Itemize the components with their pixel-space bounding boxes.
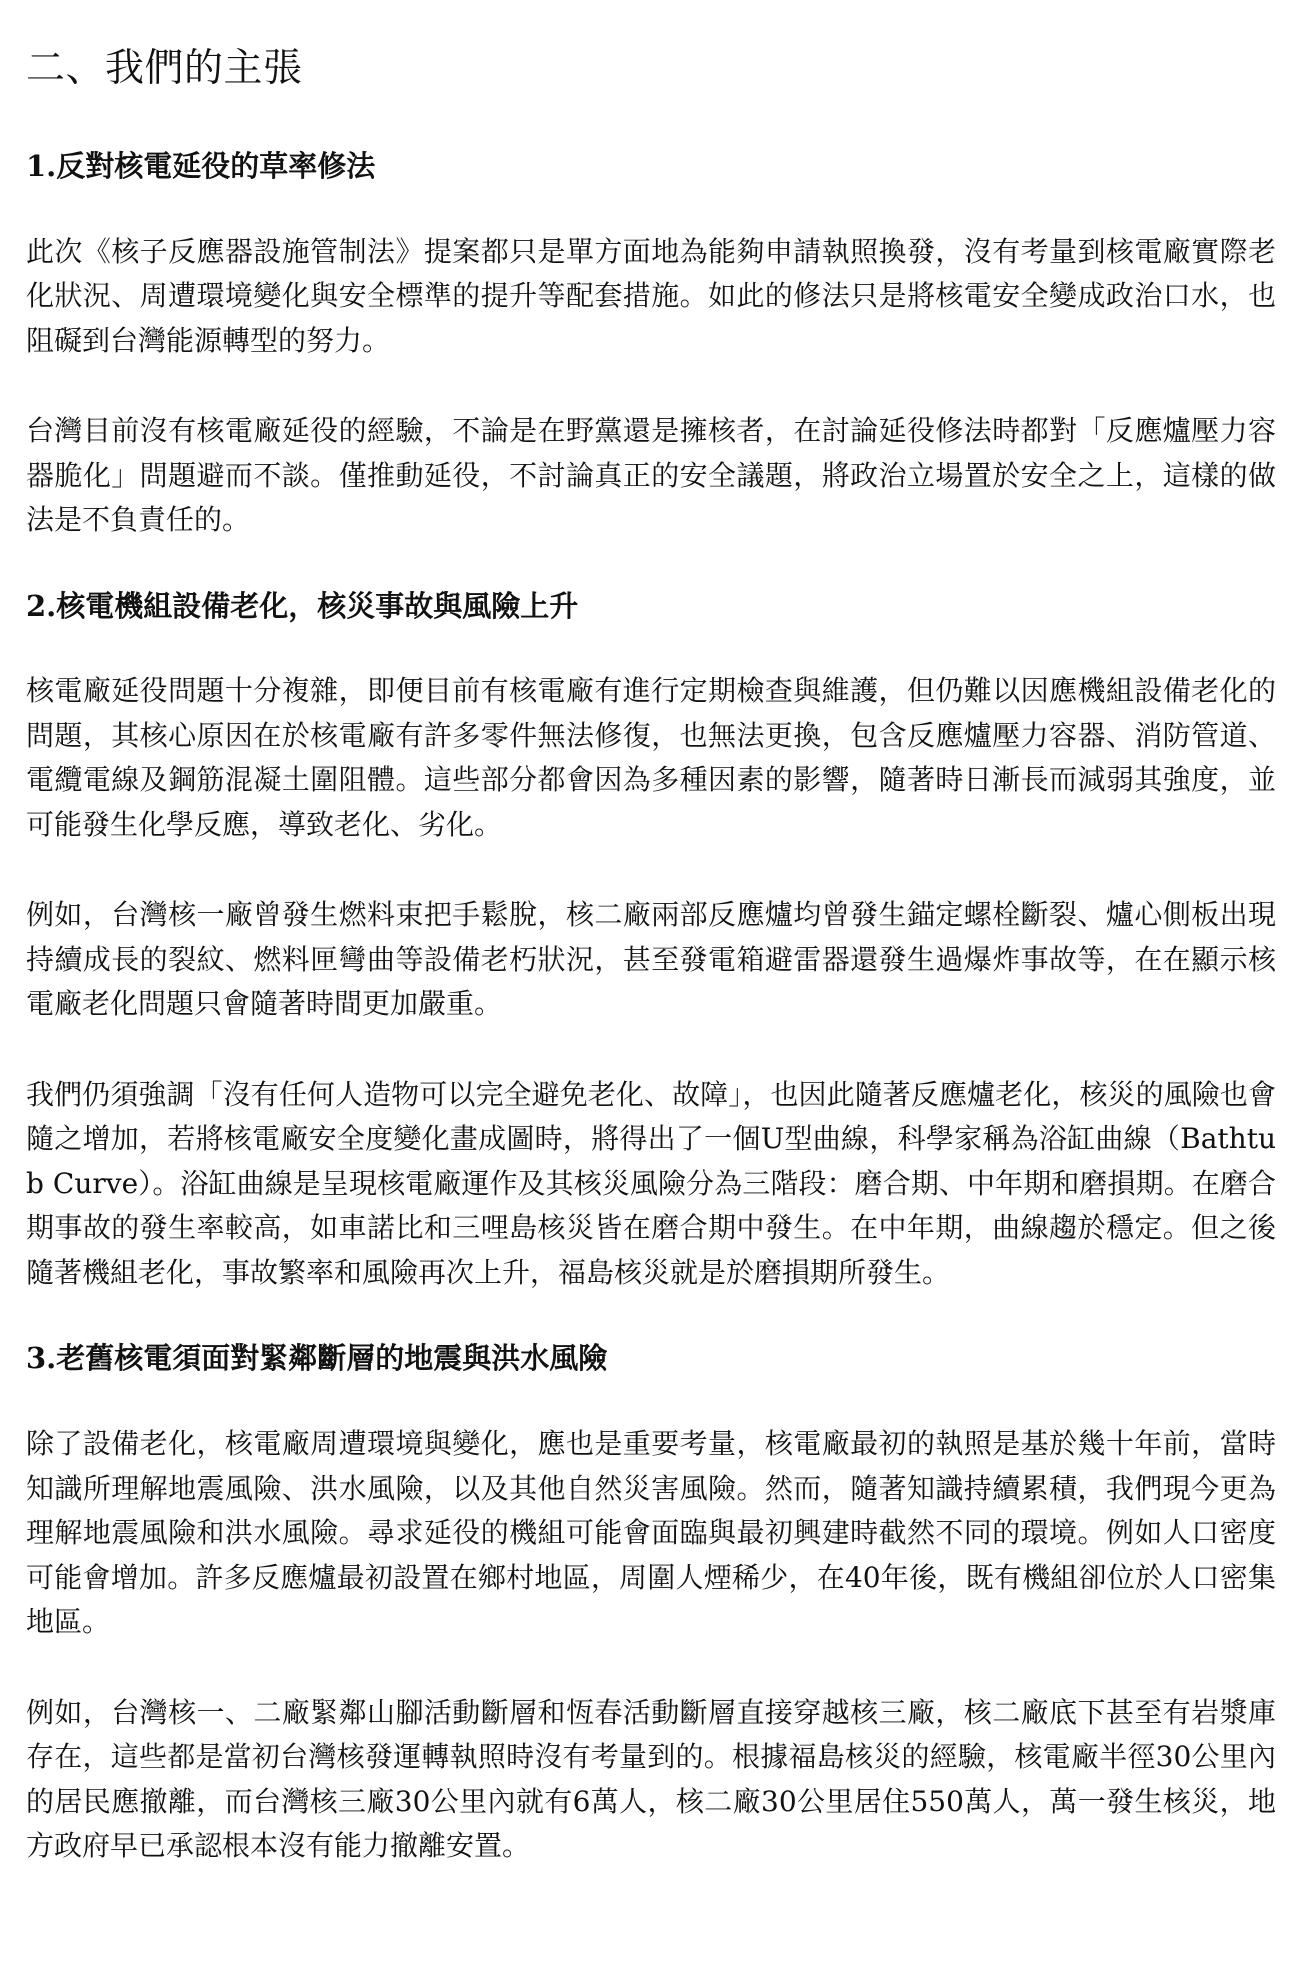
page-title: 二、我們的主張 [26, 46, 303, 91]
paragraph: 我們仍須強調「沒有任何人造物可以完全避免老化、故障」，也因此隨著反應爐老化，核災的風險也會隨之增加，若將核電廠安全度變化畫成圖時，將得出了一個U型曲線，科學家稱為浴缸曲線（Bathtub Curve）。浴缸曲線是呈現核電廠運作及其核災風險分為三階段：磨合期、中年期和磨損期。在磨合期事故的發生率較高，如車諾比和三哩島核災皆在磨合期中發生。在中年期，曲線趨於穩定。但之後隨著機組老化，事故繁率和風險再次上升，福島核災就是於磨損期所發生。 [26, 1077, 1276, 1289]
paragraph: 此次《核子反應器設施管制法》提案都只是單方面地為能夠申請執照換發，沒有考量到核電廠實際老化狀況、周遭環境變化與安全標準的提升等配套措施。如此的修法只是將核電安全變成政治口水，也阻礙到台灣能源轉型的努力。 [26, 234, 1276, 357]
section-heading: 2.核電機組設備老化，核災事故與風險上升 [26, 588, 579, 623]
section-heading: 3.老舊核電須面對緊鄰斷層的地震與洪水風險 [26, 1341, 608, 1376]
document-page [26, 46, 1276, 1915]
paragraph: 核電廠延役問題十分複雜，即便目前有核電廠有進行定期檢查與維護，但仍難以因應機組設備老化的問題，其核心原因在於核電廠有許多零件無法修復，也無法更換，包含反應爐壓力容器、消防管道、電纜電線及鋼筋混凝土圍阻體。這些部分都會因為多種因素的影響，隨著時日漸長而減弱其強度，並可能發生化學反應，導致老化、劣化。 [26, 674, 1276, 841]
paragraph: 例如，台灣核一、二廠緊鄰山腳活動斷層和恆春活動斷層直接穿越核三廠，核二廠底下甚至有岩漿庫存在，這些都是當初台灣核發運轉執照時沒有考量到的。根據福島核災的經驗，核電廠半徑30公里內的居民應撤離，而台灣核三廠30公里內就有6萬人，核二廠30公里居住550萬人，萬一發生核災，地方政府早已承認根本沒有能力撤離安置。 [26, 1695, 1276, 1863]
section-2 [26, 589, 1276, 1296]
paragraph: 例如，台灣核一廠曾發生燃料束把手鬆脫，核二廠兩部反應爐均曾發生錨定螺栓斷裂、爐心側板出現持續成長的裂紋、燃料匣彎曲等設備老朽狀況，甚至發電箱避雷器還發生過爆炸事故等，在在顯示核電廠老化問題只會隨著時間更加嚴重。 [26, 898, 1276, 1021]
paragraph: 除了設備老化，核電廠周遭環境與變化，應也是重要考量，核電廠最初的執照是基於幾十年前，當時知識所理解地震風險、洪水風險，以及其他自然災害風險。然而，隨著知識持續累積，我們現今更為理解地震風險和洪水風險。尋求延役的機組可能會面臨與最初興建時截然不同的環境。例如人口密度可能會增加。許多反應爐最初設置在鄉村地區，周圍人煙稀少，在40年後，既有機組卻位於人口密集地區。 [26, 1427, 1276, 1639]
section-heading: 1.反對核電延役的草率修法 [26, 148, 376, 183]
paragraph: 台灣目前沒有核電廠延役的經驗，不論是在野黨還是擁核者，在討論延役修法時都對「反應爐壓力容器脆化」問題避而不談。僅推動延役，不討論真正的安全議題，將政治立場置於安全之上，這樣的做法是不負責任的。 [26, 414, 1276, 537]
section-1 [26, 149, 1276, 543]
section-3 [26, 1341, 1276, 1868]
